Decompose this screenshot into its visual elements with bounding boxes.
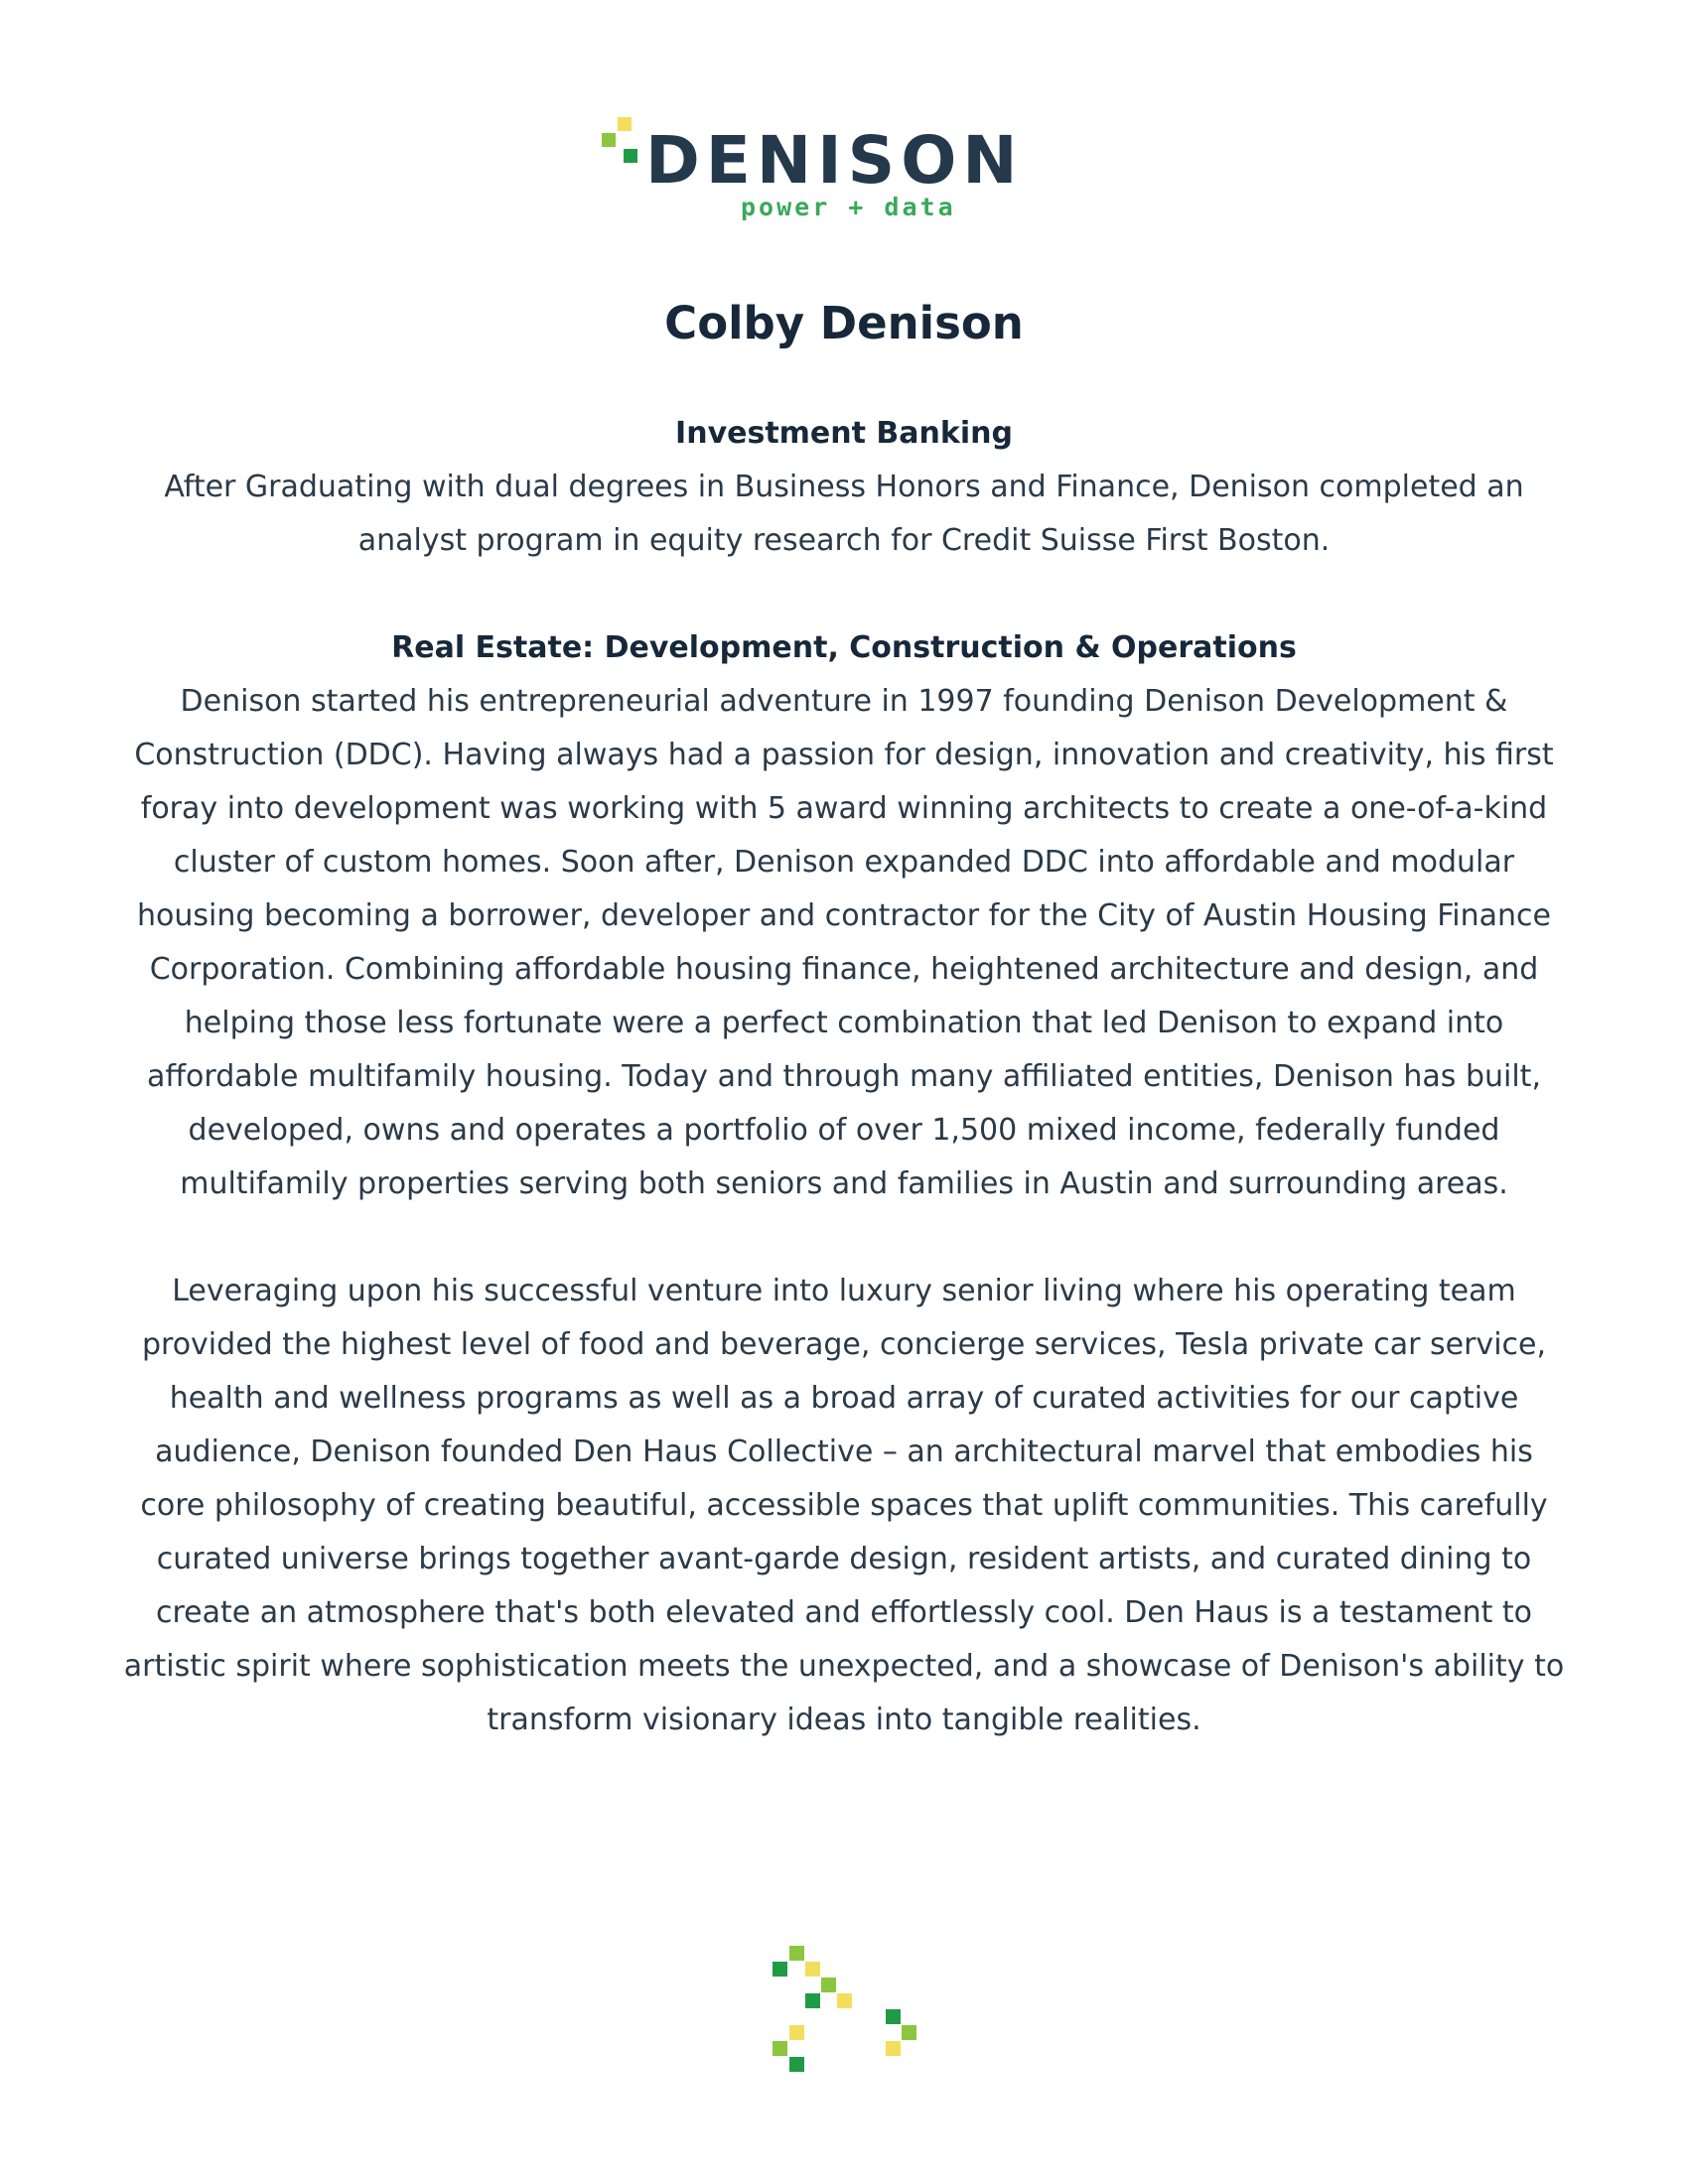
section-investment-banking (119, 407, 1569, 568)
pixel-icon (789, 2025, 804, 2040)
pixel-icon (789, 2057, 804, 2072)
section-den-haus (119, 1265, 1569, 1747)
pixel-icon (837, 1993, 852, 2008)
section-paragraph: Denison started his entrepreneurial adventure in 1997 founding Denison Development & Construction (DDC). Having always had a passion for design, innovation and creativity, his first foray into development was working with 5 award winning architects to create a one-of-a-kind cluster of custom homes. Soon after, Denison expanded DDC into affordable and modular housing becoming a borrower, developer and contractor for the City of Austin Housing Finance Corporation. Combining affordable housing finance, heightened architecture and design, and helping those less fortunate were a perfect combination that led Denison to expand into affordable multifamily housing. Today and through many affiliated entities, Denison has built, developed, owns and operates a portfolio of over 1,500 mixed income, federally funded multifamily properties serving both seniors and families in Austin and surrounding areas. (134, 684, 1554, 1201)
bio-content (119, 407, 1569, 1801)
pixel-icon (821, 1978, 836, 1992)
logo-pixel-icon (602, 133, 616, 147)
pixel-icon (773, 2041, 787, 2056)
section-paragraph: Leveraging upon his successful venture into luxury senior living where his operating team provided the highest level of food and beverage, concierge services, Tesla private car service, health and wellness programs as well as a broad array of curated activities for our captive audience, Denison founded Den Haus Collective – an architectural marvel that embodies his core philosophy of creating beautiful, accessible spaces that uplift communities. This carefully curated universe brings together avant-garde design, resident artists, and curated dining to create an atmosphere that's both elevated and effortlessly cool. Den Haus is a testament to artistic spirit where sophistication meets the unexpected, and a showcase of Denison's ability to transform visionary ideas into tangible realities. (123, 1274, 1565, 1737)
pixel-icon (805, 1993, 820, 2008)
section-title: Investment Banking (675, 416, 1013, 451)
pixel-icon (902, 2025, 916, 2040)
footer-pixel-mark-icon (765, 1946, 923, 2085)
logo-pixel-icon (618, 117, 632, 131)
pixel-icon (886, 2041, 901, 2056)
pixel-icon (805, 1962, 820, 1977)
section-title: Real Estate: Development, Construction & Operations (391, 630, 1297, 665)
pixel-icon (789, 1946, 804, 1961)
section-real-estate (119, 621, 1569, 1211)
company-logo (596, 117, 1112, 226)
section-paragraph: After Graduating with dual degrees in Business Honors and Finance, Denison completed an analyst program in equity research for Credit Suisse First Boston. (164, 470, 1524, 558)
logo-wordmark: DENISON (645, 122, 1024, 199)
logo-pixel-icon (624, 149, 637, 163)
person-name: Colby Denison (664, 297, 1024, 349)
pixel-icon (886, 2009, 901, 2024)
logo-tagline: power + data (741, 193, 956, 221)
pixel-icon (773, 1962, 787, 1977)
